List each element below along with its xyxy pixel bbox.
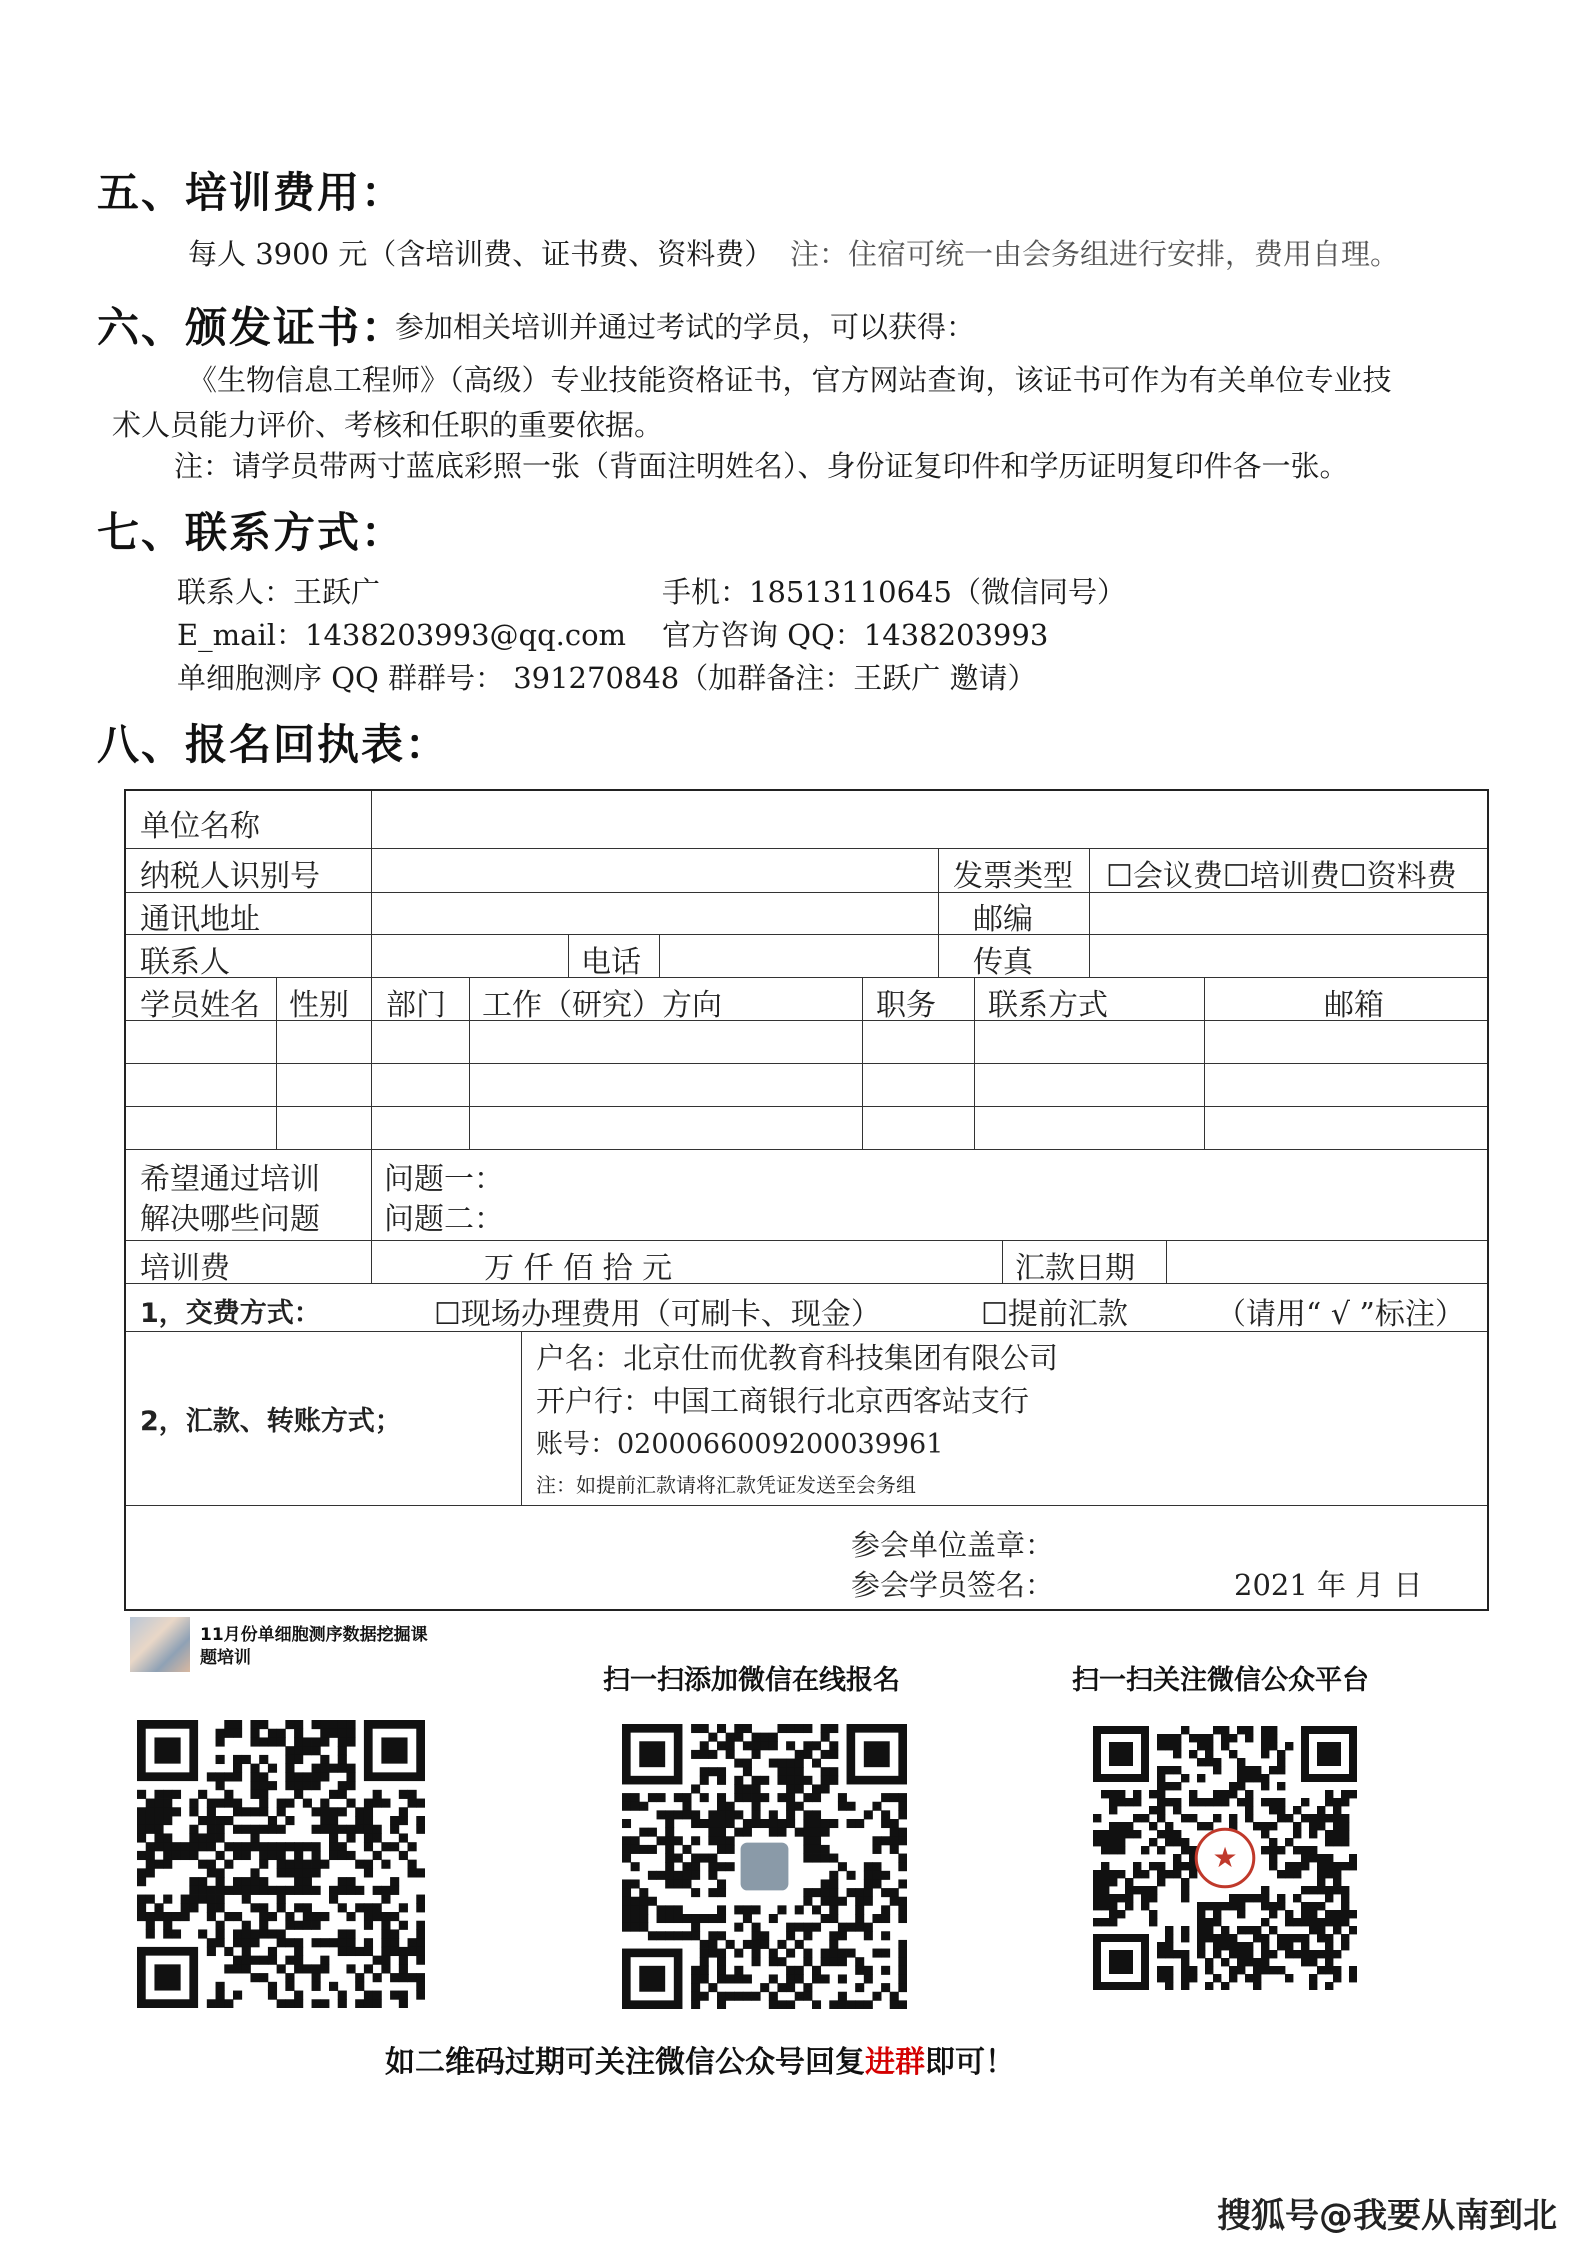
wechat-qr-code[interactable] xyxy=(622,1724,907,2009)
sign-label: 参会学员签名： xyxy=(851,1568,1055,1602)
wechat-caption: 扫一扫添加微信在线报名 xyxy=(603,1665,900,1696)
section-cert-title: 六、颁发证书： xyxy=(97,303,406,352)
pay-method-label: 1，交费方式： xyxy=(140,1298,321,1329)
form-row-line xyxy=(126,977,1487,978)
contact-phone: 手机：18513110645（微信同号） xyxy=(662,575,1126,609)
group-caption-1: 11月份单细胞测序数据挖掘课 xyxy=(200,1625,428,1645)
section-fee-title: 五、培训费用： xyxy=(97,168,406,217)
hope-label-1: 希望通过培训 xyxy=(140,1162,320,1197)
pay-advance-option[interactable]: ☐提前汇款 xyxy=(981,1297,1128,1332)
contact-person: 联系人：王跃广 xyxy=(177,575,381,609)
tel-label: 电话 xyxy=(581,945,641,980)
fee-note: 注：住宿可统一由会务组进行安排，费用自理。 xyxy=(790,237,1400,271)
form-row-line xyxy=(126,934,1487,935)
group-qr-code[interactable] xyxy=(137,1720,425,2008)
bank-name: 开户行：中国工商银行北京西客站支行 xyxy=(536,1384,1030,1418)
form-col-line xyxy=(938,848,939,977)
qr-expiry-prefix: 如二维码过期可关注微信公众号回复 xyxy=(385,2045,865,2080)
invoice-type-options[interactable]: ☐会议费☐培训费☐资料费 xyxy=(1106,859,1457,894)
header-dept: 部门 xyxy=(386,988,446,1023)
fee-line: 每人 3900 元（含培训费、证书费、资料费） xyxy=(188,237,774,271)
account-name: 户名：北京仕而优教育科技集团有限公司 xyxy=(536,1341,1059,1375)
form-col-line xyxy=(521,1331,522,1505)
cert-line-1: 《生物信息工程师》（高级）专业技能资格证书，官方网站查询，该证书可作为有关单位专业技 xyxy=(188,363,1392,397)
contact-email: E_mail：1438203993@qq.com xyxy=(177,618,627,652)
form-col-line xyxy=(371,977,372,1149)
form-col-line xyxy=(1204,977,1205,1149)
header-title: 职务 xyxy=(876,988,936,1023)
form-col-line xyxy=(371,1149,372,1283)
cert-intro: 参加相关培训并通过考试的学员，可以获得： xyxy=(395,310,976,344)
header-name: 学员姓名 xyxy=(140,988,260,1023)
official-qr-code[interactable] xyxy=(1093,1726,1357,1990)
join-group-keyword: 进群 xyxy=(865,2045,925,2080)
form-col-line xyxy=(862,977,863,1149)
svg-text:★: ★ xyxy=(1212,1840,1238,1874)
form-row-line xyxy=(126,1505,1487,1506)
pay-hint: （请用“ √ ”标注） xyxy=(1216,1297,1465,1332)
form-row-line xyxy=(126,1240,1487,1241)
unit-name-input[interactable] xyxy=(376,795,1476,845)
form-col-line xyxy=(276,977,277,1149)
stamp-label: 参会单位盖章： xyxy=(851,1528,1055,1562)
header-gender: 性别 xyxy=(289,988,349,1023)
postcode-label: 邮编 xyxy=(973,902,1033,937)
invoice-type-label: 发票类型 xyxy=(953,859,1073,894)
section-contact-title: 七、联系方式： xyxy=(97,508,406,557)
group-thumbnail xyxy=(130,1617,190,1672)
header-research: 工作（研究）方向 xyxy=(482,988,722,1023)
header-contact: 联系方式 xyxy=(988,988,1108,1023)
account-number: 账号：0200066009200039961 xyxy=(536,1429,944,1460)
registration-form xyxy=(124,789,1489,1611)
question-1-label: 问题一： xyxy=(384,1162,504,1197)
form-col-line xyxy=(659,934,660,977)
form-col-line xyxy=(1166,1240,1167,1283)
form-col-line xyxy=(974,977,975,1149)
transfer-label: 2，汇款、转账方式； xyxy=(140,1406,402,1437)
form-col-line xyxy=(1089,848,1090,977)
hope-label-2: 解决哪些问题 xyxy=(140,1202,320,1237)
sohu-watermark: 搜狐号@我要从南到北 xyxy=(1217,2196,1557,2236)
date-field: 2021 年 月 日 xyxy=(1234,1568,1423,1602)
fee-units: 万 仟 佰 拾 元 xyxy=(484,1251,673,1286)
form-col-line xyxy=(1002,1240,1003,1283)
section-form-title: 八、报名回执表： xyxy=(97,720,450,769)
header-email: 邮箱 xyxy=(1324,988,1384,1023)
question-2-label: 问题二： xyxy=(384,1202,504,1237)
transfer-note: 注：如提前汇款请将汇款凭证发送至会务组 xyxy=(536,1473,916,1497)
pay-onsite-option[interactable]: ☐现场办理费用（可刷卡、现金） xyxy=(434,1297,881,1332)
form-col-line xyxy=(568,934,569,977)
fax-label: 传真 xyxy=(973,945,1033,980)
tax-id-label: 纳税人识别号 xyxy=(140,859,320,894)
form-row-line xyxy=(126,848,1487,849)
qr-expiry-suffix: 即可！ xyxy=(925,2045,1015,2080)
cert-note: 注：请学员带两寸蓝底彩照一张（背面注明姓名）、身份证复印件和学历证明复印件各一张。 xyxy=(174,449,1349,483)
contact-qq: 官方咨询 QQ：1438203993 xyxy=(662,618,1049,652)
group-caption-2: 题培训 xyxy=(200,1648,251,1668)
address-label: 通讯地址 xyxy=(140,902,260,937)
form-row-line xyxy=(126,1063,1487,1064)
form-col-line xyxy=(469,977,470,1149)
remit-date-label: 汇款日期 xyxy=(1015,1251,1135,1286)
unit-name-label: 单位名称 xyxy=(140,809,260,844)
form-row-line xyxy=(126,1283,1487,1284)
contact-label: 联系人 xyxy=(140,945,230,980)
fee-label: 培训费 xyxy=(140,1251,230,1286)
form-col-line xyxy=(371,791,372,977)
official-caption: 扫一扫关注微信公众平台 xyxy=(1072,1665,1369,1696)
contact-group: 单细胞测序 QQ 群群号： 391270848（加群备注：王跃广 邀请） xyxy=(177,661,1037,695)
form-row-line xyxy=(126,1106,1487,1107)
qr-expiry-note xyxy=(385,2037,1015,2081)
form-row-line xyxy=(126,1149,1487,1150)
cert-line-2: 术人员能力评价、考核和任职的重要依据。 xyxy=(112,408,664,442)
